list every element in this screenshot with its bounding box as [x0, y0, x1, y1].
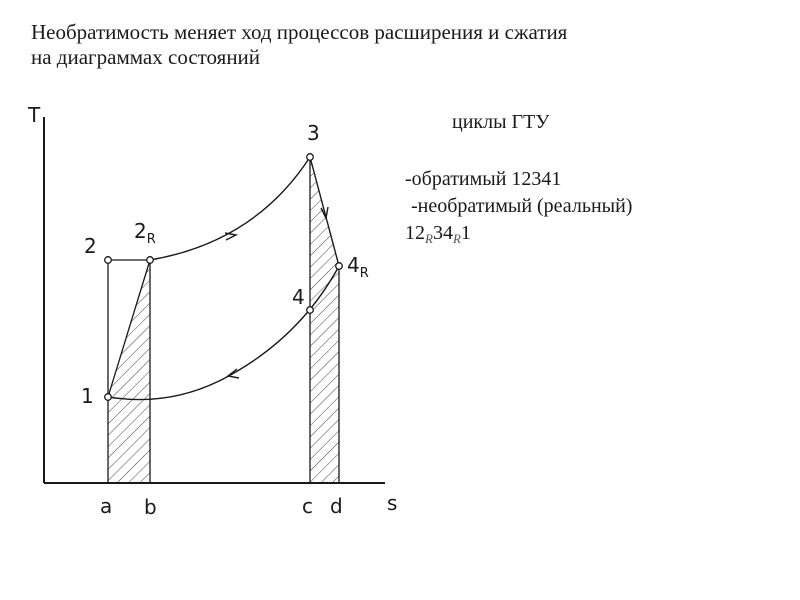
title-line-1: Необратимость меняет ход процессов расширения и сжатия	[31, 20, 568, 44]
cycle-heading: циклы ГТУ	[452, 111, 550, 133]
abscissa-label-b: b	[144, 495, 157, 519]
abscissa-label-a: a	[100, 494, 113, 518]
point-2	[105, 257, 112, 264]
real-cycle-part-2: 34	[432, 222, 453, 244]
label-point-4R-main: 4	[347, 253, 360, 277]
label-point-4R-sub: R	[359, 266, 369, 281]
label-point-3: 3	[307, 121, 320, 145]
label-point-2R-main: 2	[134, 219, 147, 243]
point-1	[105, 394, 112, 401]
label-point-4: 4	[292, 285, 305, 309]
point-4	[307, 307, 314, 314]
hatch-area-expansion	[310, 157, 339, 483]
point-2R	[147, 257, 154, 264]
label-point-1: 1	[81, 384, 94, 408]
legend-reversible: -обратимый 12341	[405, 168, 562, 190]
curve-2R-3	[150, 157, 310, 260]
legend-irreversible: -необратимый (реальный)	[411, 195, 633, 217]
point-3	[307, 154, 314, 161]
abscissa-label-d: d	[330, 494, 343, 518]
point-4R	[336, 263, 343, 270]
title-line-2: на диаграммах состояний	[31, 45, 261, 69]
real-cycle-sub-2: R	[452, 231, 461, 246]
hatch-area-compression	[108, 260, 150, 483]
y-axis-label: T	[28, 103, 41, 127]
label-point-2: 2	[84, 234, 97, 258]
label-point-2R	[134, 219, 156, 247]
real-cycle-sub-1: R	[425, 231, 433, 246]
real-cycle-part-3: 1	[460, 222, 471, 244]
abscissa-label-c: c	[302, 494, 313, 518]
label-point-2R-sub: R	[146, 232, 156, 247]
x-axis-label: s	[387, 491, 398, 515]
label-point-4R	[347, 253, 369, 281]
real-cycle-part-1: 12	[405, 222, 425, 244]
